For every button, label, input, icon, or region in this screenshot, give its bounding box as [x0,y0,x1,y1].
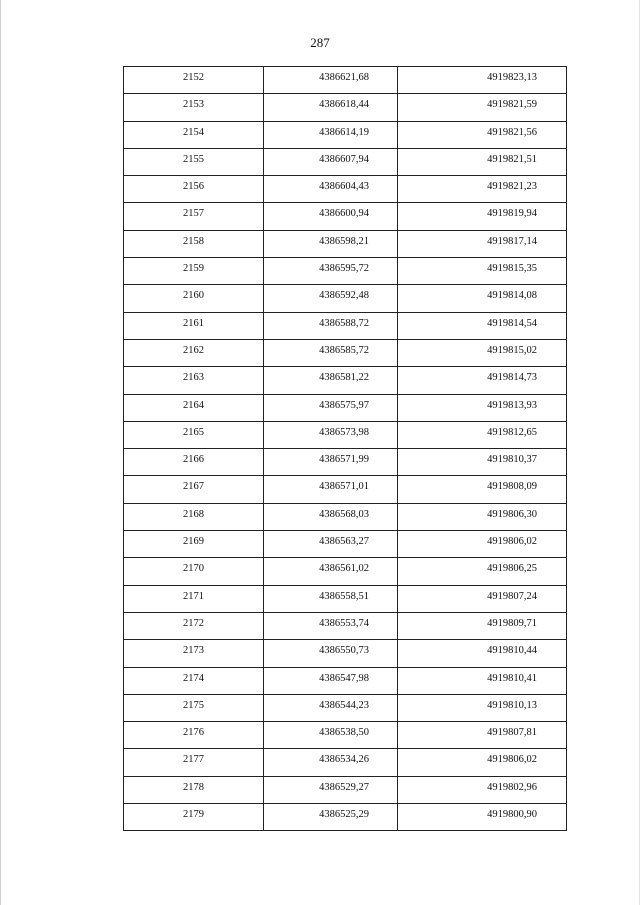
point-number-text: 2170 [183,563,204,575]
y-coordinate-cell [398,722,567,749]
table-row [124,176,567,203]
y-coordinate-text: 4919807,24 [487,590,537,602]
x-coordinate-text: 4386538,50 [319,727,369,739]
point-number-text: 2155 [183,153,204,165]
point-number-text: 2154 [183,126,204,138]
point-number-cell [124,449,264,476]
point-number-text: 2162 [183,344,204,356]
point-number-cell [124,339,264,366]
x-coordinate-text: 4386600,94 [319,208,369,220]
table-row [124,449,567,476]
point-number-text: 2156 [183,181,204,193]
y-coordinate-text: 4919817,14 [487,235,537,247]
x-coordinate-text: 4386544,23 [319,699,369,711]
y-coordinate-cell [398,258,567,285]
point-number-text: 2179 [183,809,204,821]
x-coordinate-text: 4386553,74 [319,617,369,629]
y-coordinate-text: 4919809,71 [487,617,537,629]
y-coordinate-cell [398,694,567,721]
x-coordinate-cell [264,121,398,148]
point-number-cell [124,176,264,203]
y-coordinate-text: 4919815,35 [487,263,537,275]
table-row [124,67,567,94]
y-coordinate-cell [398,503,567,530]
point-number-text: 2157 [183,208,204,220]
x-coordinate-text: 4386592,48 [319,290,369,302]
y-coordinate-cell [398,67,567,94]
table-row [124,531,567,558]
x-coordinate-text: 4386568,03 [319,508,369,520]
point-number-text: 2163 [183,372,204,384]
x-coordinate-cell [264,230,398,257]
x-coordinate-cell [264,285,398,312]
x-coordinate-text: 4386614,19 [319,126,369,138]
point-number-text: 2168 [183,508,204,520]
y-coordinate-text: 4919807,81 [487,727,537,739]
point-number-text: 2171 [183,590,204,602]
point-number-text: 2167 [183,481,204,493]
y-coordinate-cell [398,312,567,339]
y-coordinate-cell [398,612,567,639]
point-number-cell [124,694,264,721]
x-coordinate-cell [264,612,398,639]
table-row [124,121,567,148]
y-coordinate-cell [398,176,567,203]
x-coordinate-text: 4386525,29 [319,809,369,821]
page-number: 287 [310,35,330,50]
point-number-cell [124,503,264,530]
x-coordinate-cell [264,503,398,530]
point-number-cell [124,258,264,285]
point-number-cell [124,230,264,257]
y-coordinate-cell [398,640,567,667]
point-number-text: 2177 [183,754,204,766]
x-coordinate-text: 4386561,02 [319,563,369,575]
y-coordinate-cell [398,476,567,503]
y-coordinate-text: 4919800,90 [487,809,537,821]
point-number-cell [124,667,264,694]
point-number-cell [124,804,264,831]
x-coordinate-text: 4386563,27 [319,536,369,548]
x-coordinate-cell [264,640,398,667]
x-coordinate-cell [264,558,398,585]
y-coordinate-text: 4919821,56 [487,126,537,138]
y-coordinate-cell [398,667,567,694]
y-coordinate-cell [398,148,567,175]
x-coordinate-cell [264,312,398,339]
y-coordinate-text: 4919815,02 [487,344,537,356]
y-coordinate-text: 4919810,44 [487,645,537,657]
point-number-text: 2172 [183,617,204,629]
point-number-cell [124,531,264,558]
x-coordinate-cell [264,449,398,476]
x-coordinate-cell [264,203,398,230]
table-row [124,612,567,639]
point-number-cell [124,148,264,175]
x-coordinate-cell [264,667,398,694]
y-coordinate-cell [398,94,567,121]
x-coordinate-text: 4386621,68 [319,72,369,83]
y-coordinate-text: 4919806,02 [487,536,537,548]
x-coordinate-text: 4386571,99 [319,454,369,466]
x-coordinate-cell [264,94,398,121]
x-coordinate-text: 4386529,27 [319,781,369,793]
y-coordinate-text: 4919813,93 [487,399,537,411]
x-coordinate-cell [264,148,398,175]
table-row [124,476,567,503]
table-row [124,148,567,175]
point-number-cell [124,585,264,612]
x-coordinate-text: 4386607,94 [319,153,369,165]
x-coordinate-text: 4386585,72 [319,344,369,356]
x-coordinate-text: 4386550,73 [319,645,369,657]
table-row [124,421,567,448]
table-row [124,749,567,776]
y-coordinate-text: 4919806,25 [487,563,537,575]
x-coordinate-text: 4386595,72 [319,263,369,275]
point-number-text: 2159 [183,263,204,275]
point-number-text: 2173 [183,645,204,657]
point-number-text: 2153 [183,99,204,111]
y-coordinate-text: 4919806,30 [487,508,537,520]
point-number-cell [124,749,264,776]
table-row [124,94,567,121]
point-number-cell [124,476,264,503]
x-coordinate-text: 4386547,98 [319,672,369,684]
table-row [124,312,567,339]
point-number-text: 2165 [183,426,204,438]
x-coordinate-text: 4386575,97 [319,399,369,411]
coordinates-table [123,66,567,831]
y-coordinate-cell [398,394,567,421]
y-coordinate-cell [398,531,567,558]
y-coordinate-cell [398,585,567,612]
table-row [124,558,567,585]
y-coordinate-cell [398,804,567,831]
coordinates-table-body [124,67,567,831]
table-row [124,776,567,803]
table-row [124,503,567,530]
x-coordinate-cell [264,531,398,558]
x-coordinate-text: 4386571,01 [319,481,369,493]
x-coordinate-text: 4386534,26 [319,754,369,766]
y-coordinate-text: 4919814,73 [487,372,537,384]
point-number-cell [124,394,264,421]
y-coordinate-cell [398,230,567,257]
point-number-text: 2166 [183,454,204,466]
table-row [124,203,567,230]
y-coordinate-text: 4919814,54 [487,317,537,329]
table-row [124,394,567,421]
page-edge-left [0,0,1,905]
table-row [124,804,567,831]
y-coordinate-cell [398,558,567,585]
y-coordinate-text: 4919810,37 [487,454,537,466]
x-coordinate-cell [264,722,398,749]
point-number-text: 2178 [183,781,204,793]
y-coordinate-cell [398,421,567,448]
x-coordinate-cell [264,804,398,831]
point-number-cell [124,367,264,394]
point-number-text: 2152 [183,72,204,83]
point-number-text: 2169 [183,536,204,548]
x-coordinate-text: 4386618,44 [319,99,369,111]
y-coordinate-cell [398,339,567,366]
point-number-cell [124,640,264,667]
point-number-cell [124,67,264,94]
x-coordinate-cell [264,176,398,203]
point-number-cell [124,421,264,448]
point-number-cell [124,285,264,312]
table-row [124,694,567,721]
x-coordinate-cell [264,394,398,421]
y-coordinate-cell [398,121,567,148]
x-coordinate-cell [264,585,398,612]
x-coordinate-text: 4386588,72 [319,317,369,329]
y-coordinate-cell [398,285,567,312]
point-number-text: 2164 [183,399,204,411]
y-coordinate-cell [398,367,567,394]
point-number-cell [124,312,264,339]
point-number-text: 2161 [183,317,204,329]
point-number-text: 2175 [183,699,204,711]
x-coordinate-cell [264,476,398,503]
table-row [124,230,567,257]
table-row [124,640,567,667]
point-number-cell [124,203,264,230]
x-coordinate-text: 4386581,22 [319,372,369,384]
table-row [124,339,567,366]
x-coordinate-cell [264,776,398,803]
y-coordinate-cell [398,749,567,776]
table-row [124,585,567,612]
point-number-cell [124,776,264,803]
point-number-cell [124,558,264,585]
x-coordinate-text: 4386558,51 [319,590,369,602]
x-coordinate-cell [264,339,398,366]
y-coordinate-text: 4919806,02 [487,754,537,766]
x-coordinate-cell [264,367,398,394]
y-coordinate-text: 4919821,59 [487,99,537,111]
x-coordinate-cell [264,258,398,285]
point-number-text: 2176 [183,727,204,739]
point-number-cell [124,612,264,639]
x-coordinate-cell [264,749,398,776]
y-coordinate-text: 4919821,23 [487,181,537,193]
y-coordinate-text: 4919812,65 [487,426,537,438]
y-coordinate-cell [398,776,567,803]
x-coordinate-text: 4386604,43 [319,181,369,193]
point-number-text: 2158 [183,235,204,247]
x-coordinate-cell [264,421,398,448]
table-row [124,722,567,749]
point-number-cell [124,722,264,749]
point-number-text: 2160 [183,290,204,302]
y-coordinate-text: 4919808,09 [487,481,537,493]
x-coordinate-text: 4386598,21 [319,235,369,247]
y-coordinate-text: 4919802,96 [487,781,537,793]
x-coordinate-text: 4386573,98 [319,426,369,438]
y-coordinate-text: 4919819,94 [487,208,537,220]
table-row [124,667,567,694]
y-coordinate-text: 4919814,08 [487,290,537,302]
y-coordinate-cell [398,203,567,230]
y-coordinate-cell [398,449,567,476]
table-row [124,258,567,285]
point-number-cell [124,121,264,148]
y-coordinate-text: 4919810,13 [487,699,537,711]
table-row [124,367,567,394]
y-coordinate-text: 4919823,13 [487,72,537,83]
table-row [124,285,567,312]
point-number-cell [124,94,264,121]
y-coordinate-text: 4919821,51 [487,153,537,165]
y-coordinate-text: 4919810,41 [487,672,537,684]
x-coordinate-cell [264,694,398,721]
x-coordinate-cell [264,67,398,94]
point-number-text: 2174 [183,672,204,684]
